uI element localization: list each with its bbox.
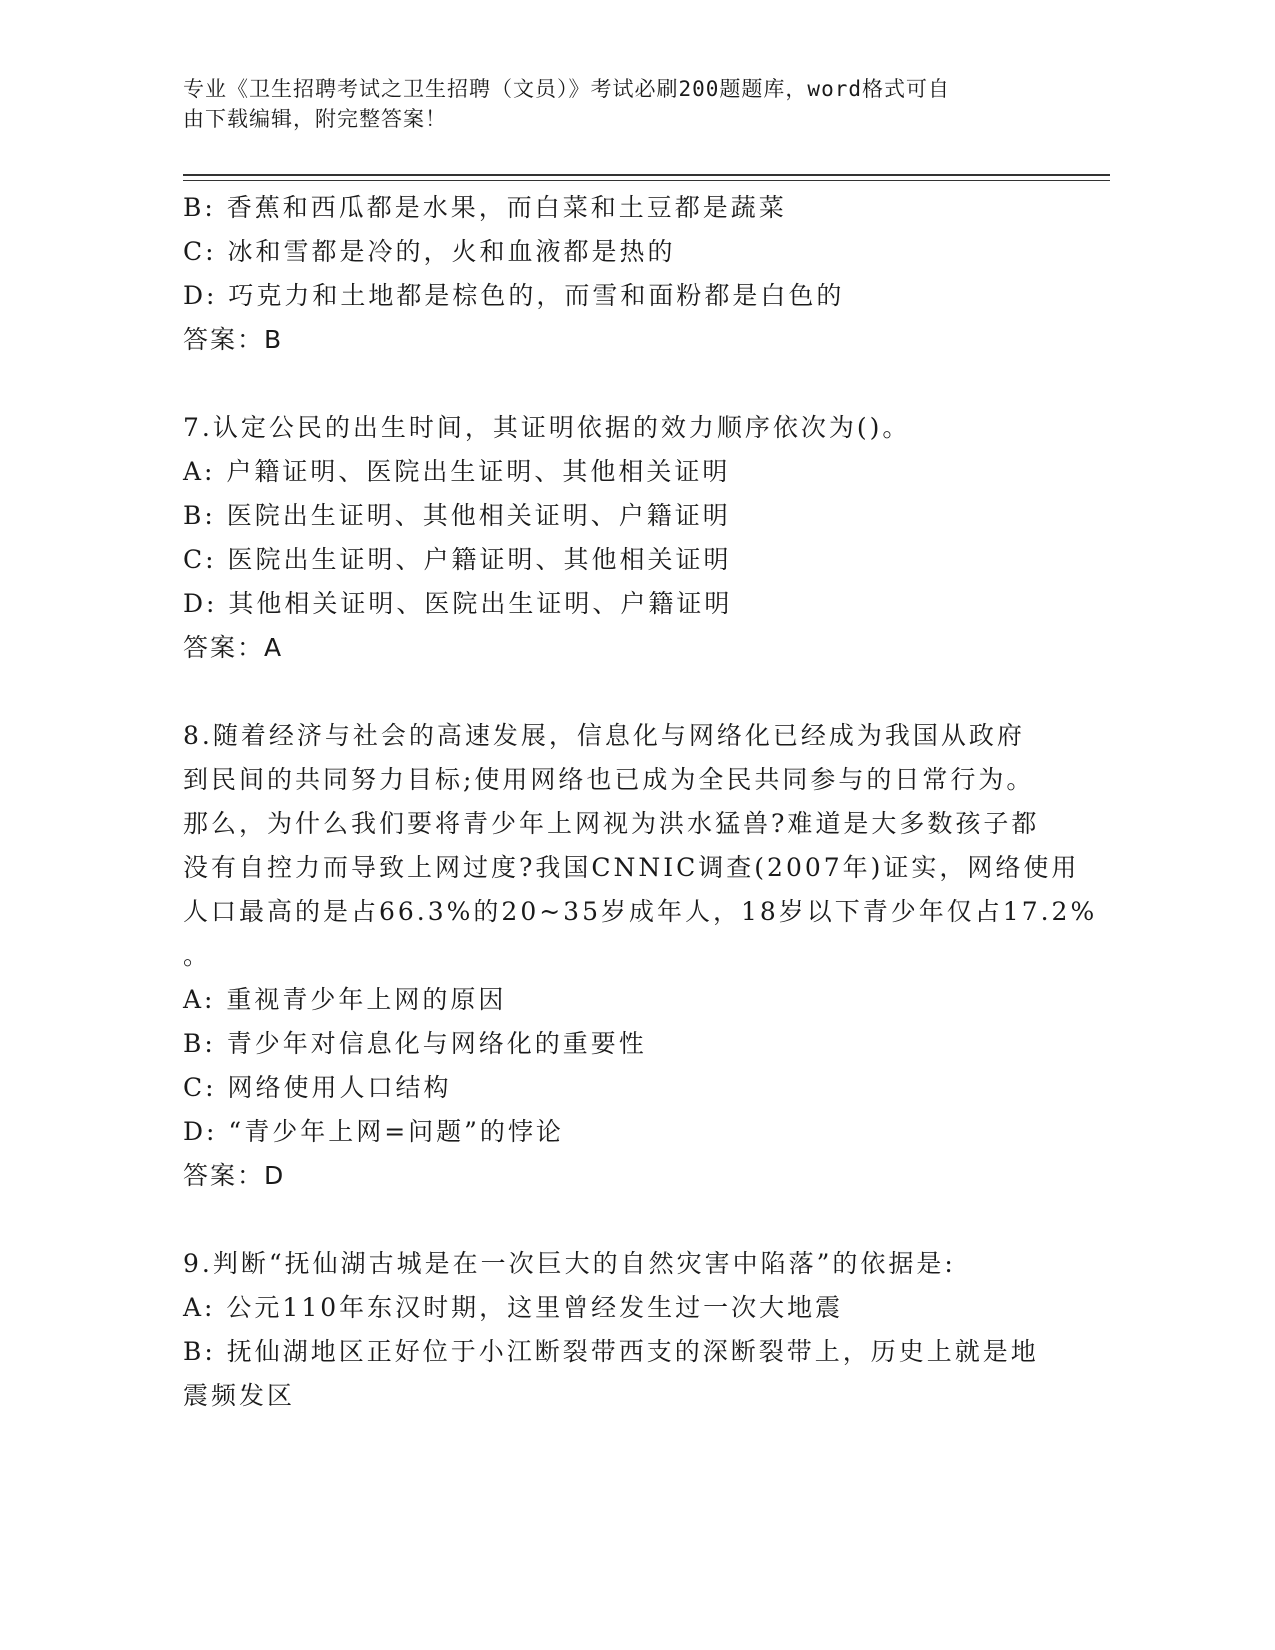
q6-answer: 答案：B (183, 325, 284, 354)
q7-option-d: D: 其他相关证明、医院出生证明、户籍证明 (183, 589, 733, 618)
question-content (183, 186, 1098, 1418)
header-line-1: 专业《卫生招聘考试之卫生招聘（文员）》考试必刷200题题库，word格式可自 (183, 77, 950, 101)
q6-option-c: C: 冰和雪都是冷的，火和血液都是热的 (183, 237, 676, 266)
q8-answer: 答案：D (183, 1161, 286, 1190)
q7-answer: 答案：A (183, 633, 284, 662)
q7-option-c: C: 医院出生证明、户籍证明、其他相关证明 (183, 545, 732, 574)
header-divider-thick (183, 174, 1110, 176)
header-divider-thin (183, 180, 1110, 181)
q9-question: 9.判断“抚仙湖古城是在一次巨大的自然灾害中陷落”的依据是: (183, 1249, 956, 1278)
q9-option-b-line-2: 震频发区 (183, 1381, 296, 1410)
q8-option-a: A: 重视青少年上网的原因 (183, 985, 507, 1014)
q8-option-d: D: “青少年上网=问题”的悖论 (183, 1117, 564, 1146)
q7-option-a: A: 户籍证明、医院出生证明、其他相关证明 (183, 457, 731, 486)
q7-question: 7.认定公民的出生时间，其证明依据的效力顺序依次为()。 (183, 413, 911, 442)
spacer (183, 670, 1063, 714)
q8-question-line-3: 那么，为什么我们要将青少年上网视为洪水猛兽?难道是大多数孩子都 (183, 809, 1040, 838)
spacer (183, 362, 1063, 406)
q8-option-c: C: 网络使用人口结构 (183, 1073, 452, 1102)
q7-option-b: B: 医院出生证明、其他相关证明、户籍证明 (183, 501, 731, 530)
q8-question-line-6: 。 (183, 941, 212, 970)
q6-option-d: D: 巧克力和土地都是棕色的，而雪和面粉都是白色的 (183, 281, 845, 310)
q6-option-b: B: 香蕉和西瓜都是水果，而白菜和土豆都是蔬菜 (183, 193, 787, 222)
q9-option-a: A: 公元110年东汉时期，这里曾经发生过一次大地震 (183, 1293, 844, 1322)
q8-question-line-5: 人口最高的是占66.3%的20~35岁成年人，18岁以下青少年仅占17.2% (183, 897, 1098, 926)
q8-question-line-4: 没有自控力而导致上网过度?我国CNNIC调查(2007年)证实，网络使用 (183, 853, 1080, 882)
q9-option-b-line-1: B: 抚仙湖地区正好位于小江断裂带西支的深断裂带上，历史上就是地 (183, 1337, 1039, 1366)
q8-question-line-1: 8.随着经济与社会的高速发展，信息化与网络化已经成为我国从政府 (183, 721, 1025, 750)
spacer (183, 1198, 1063, 1242)
document-header (183, 74, 1063, 134)
q8-question-line-2: 到民间的共同努力目标;使用网络也已成为全民共同参与的日常行为。 (183, 765, 1035, 794)
header-line-2: 由下载编辑，附完整答案！ (183, 107, 447, 131)
q8-option-b: B: 青少年对信息化与网络化的重要性 (183, 1029, 647, 1058)
